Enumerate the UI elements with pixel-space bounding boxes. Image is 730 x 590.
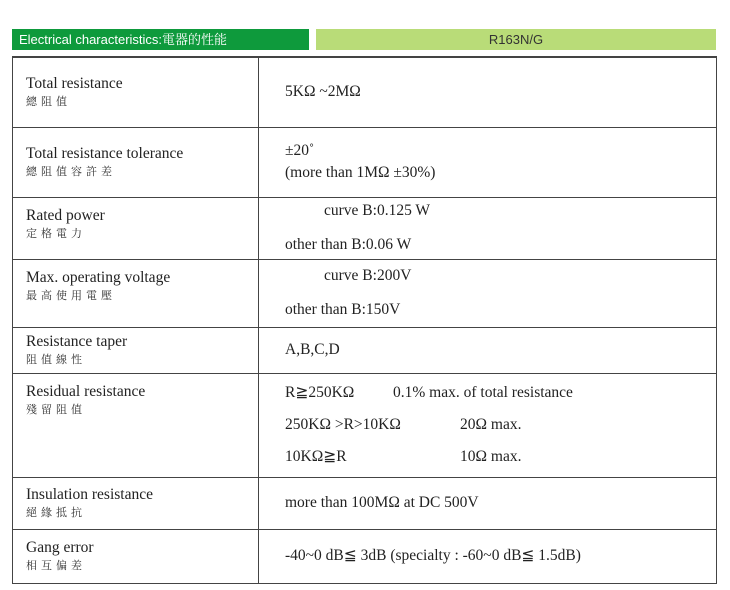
label-en: Max. operating voltage xyxy=(26,268,171,286)
model-number: R163N/G xyxy=(316,29,716,50)
label-zh: 絕緣抵抗 xyxy=(26,506,86,519)
label-zh: 定格電力 xyxy=(26,226,86,240)
table-row xyxy=(13,529,717,583)
label-zh: 總阻值 xyxy=(26,95,71,109)
value-text: (more than 1MΩ ±30%) xyxy=(285,164,436,181)
row-value xyxy=(259,197,717,259)
label-en: Total resistance xyxy=(26,75,123,93)
table-row xyxy=(13,477,717,529)
value-text: 10Ω max. xyxy=(460,448,522,465)
label-zh: 總阻值容許差 xyxy=(26,165,116,178)
label-en: Gang error xyxy=(26,539,94,556)
row-value xyxy=(259,259,717,327)
table-row xyxy=(13,373,717,477)
label-zh: 阻值線性 xyxy=(26,353,86,366)
label-en: Total resistance tolerance xyxy=(26,145,184,162)
label-zh: 最高使用電壓 xyxy=(26,288,116,302)
value-text: curve B:200V xyxy=(324,267,412,284)
value-text: 20Ω max. xyxy=(460,416,522,433)
label-en: Residual resistance xyxy=(26,382,146,400)
table-row xyxy=(13,327,717,373)
value-text: -40~0 dB≦ 3dB (specialty : -60~0 dB≦ 1.5dB) xyxy=(285,547,581,564)
label-zh: 殘留阻值 xyxy=(26,402,86,416)
label-en: Resistance taper xyxy=(26,333,128,350)
row-value xyxy=(259,373,717,477)
row-label xyxy=(13,327,259,373)
value-text: other than B:0.06 W xyxy=(285,236,412,253)
table-row xyxy=(13,259,717,327)
row-label xyxy=(13,197,259,259)
value-text: other than B:150V xyxy=(285,301,401,318)
table-row xyxy=(13,57,717,127)
label-en: Rated power xyxy=(26,206,105,224)
row-label xyxy=(13,57,259,127)
value-text: 0.1% max. of total resistance xyxy=(393,384,573,401)
value-text: ±20˚ xyxy=(285,142,315,159)
row-label xyxy=(13,529,259,583)
row-value xyxy=(259,57,717,127)
row-label xyxy=(13,127,259,197)
row-label xyxy=(13,373,259,477)
table-row xyxy=(13,197,717,259)
table-row xyxy=(13,127,717,197)
value-text: more than 100MΩ at DC 500V xyxy=(285,494,479,511)
row-label xyxy=(13,477,259,529)
spec-table xyxy=(12,56,717,584)
value-text: 10KΩ≧R xyxy=(285,448,347,465)
row-value xyxy=(259,477,717,529)
value-text: curve B:0.125 W xyxy=(324,202,431,219)
row-label xyxy=(13,259,259,327)
row-value xyxy=(259,127,717,197)
label-en: Insulation resistance xyxy=(26,486,153,503)
section-title: Electrical characteristics:電器的性能 xyxy=(12,29,309,50)
value-text: 250KΩ >R>10KΩ xyxy=(285,416,401,433)
row-value xyxy=(259,529,717,583)
label-zh: 相互偏差 xyxy=(26,559,86,572)
value-text: 5KΩ ~2MΩ xyxy=(285,83,361,101)
value-text: R≧250KΩ xyxy=(285,384,355,401)
row-value xyxy=(259,327,717,373)
value-text: A,B,C,D xyxy=(285,341,340,358)
